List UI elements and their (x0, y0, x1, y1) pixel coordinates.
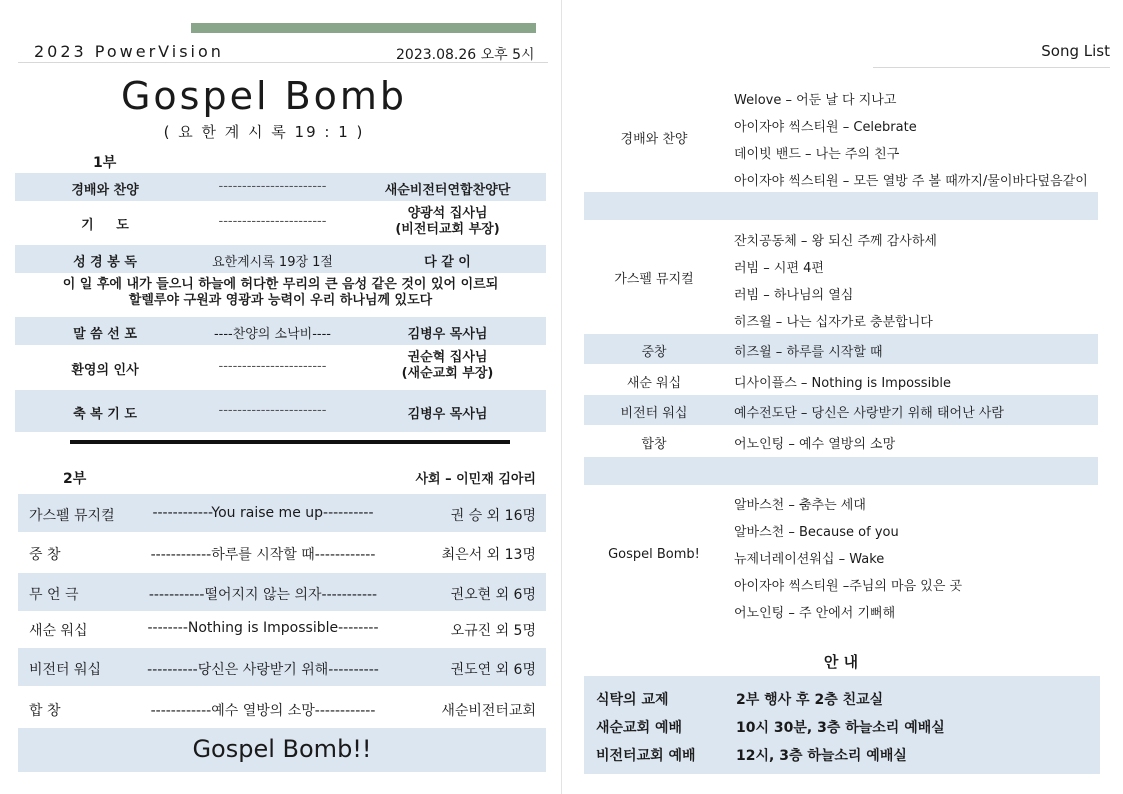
part2-label: 2부 (63, 471, 87, 487)
part2-item-name: 새순 워십 (29, 623, 88, 639)
part2-item-middle: ------------하루를 시작할 때------------ (150, 547, 376, 563)
song-item: 어노인팅 – 주 안에서 기뻐해 (734, 606, 896, 621)
song-item: 아이자야 씩스티원 – Celebrate (734, 120, 917, 135)
part1-item-name: 경배와 찬양 (71, 183, 139, 198)
song-group-name: 새순 워십 (626, 376, 682, 391)
part1-item-performer: 김병우 목사님 (407, 327, 488, 342)
song-item: 아이자야 씩스티원 – 모든 열방 주 볼 때까지/물이바다덮음같이 (734, 174, 1088, 189)
part2-item-performer: 오규진 외 5명 (450, 623, 536, 639)
part2-host: 사회 – 이민재 김아리 (415, 472, 536, 487)
notice-title: 안 내 (823, 653, 859, 671)
notice-label: 새순교회 예배 (596, 720, 683, 736)
notice-label: 식탁의 교제 (596, 692, 669, 708)
closing-title: Gospel Bomb!! (192, 735, 372, 763)
part1-item-name: 기 도 (81, 218, 129, 233)
song-item: 디사이플스 – Nothing is Impossible (734, 376, 952, 391)
part1-item-performer: 김병우 목사님 (407, 407, 488, 422)
part2-item-middle: --------Nothing is Impossible-------- (147, 620, 379, 636)
page-title: Gospel Bomb (120, 74, 408, 118)
part1-item-performer: 다 같 이 (424, 255, 471, 270)
part2-item-performer: 권 승 외 16명 (450, 508, 536, 524)
song-group-name: Gospel Bomb! (608, 547, 700, 562)
song-separator-band (584, 457, 1098, 485)
part1-item-middle: ----------------------- (218, 214, 327, 229)
song-group-name: 경배와 찬양 (620, 132, 688, 147)
song-item: 어노인팅 – 예수 열방의 소망 (734, 437, 896, 452)
notice-value: 12시, 3층 하늘소리 예배실 (736, 748, 907, 764)
part1-item-performer: 권순혁 집사님 (새순교회 부장) (401, 350, 494, 381)
song-group-name: 합창 (641, 437, 667, 452)
song-item: 알바스천 – Because of you (734, 525, 899, 540)
song-item: 러빔 – 하나님의 열심 (734, 288, 854, 303)
part1-item-name: 환영의 인사 (71, 363, 139, 378)
part1-item-middle: ----------------------- (218, 403, 327, 418)
series-title: 2023 PowerVision (34, 42, 224, 61)
part2-item-performer: 최은서 외 13명 (441, 547, 536, 563)
part1-item-name: 성 경 봉 독 (73, 255, 137, 270)
song-item: 히즈윌 – 나는 십자가로 충분합니다 (734, 315, 933, 330)
part1-item-middle: ----찬양의 소낙비---- (213, 327, 331, 342)
notice-label: 비전터교회 예배 (596, 748, 696, 764)
part2-item-middle: ----------당신은 사랑받기 위해---------- (147, 662, 379, 678)
page-divider (561, 0, 562, 794)
song-item: 아이자야 씩스티원 –주님의 마음 있은 곳 (734, 579, 963, 594)
bible-verse: ( 요 한 계 시 록 19 : 1 ) (163, 123, 365, 141)
song-item: Welove – 어둔 날 다 지나고 (734, 93, 897, 108)
notice-value: 10시 30분, 3층 하늘소리 예배실 (736, 720, 945, 736)
song-group-name: 가스펠 뮤지컬 (614, 272, 694, 287)
song-separator-band (584, 192, 1098, 220)
scripture-text: 이 일 후에 내가 들으니 하늘에 허다한 무리의 큰 음성 같은 것이 있어 이르되 할렐루야 구원과 영광과 능력이 우리 하나님께 있도다 (62, 277, 499, 308)
part2-item-name: 합 창 (29, 703, 61, 719)
part1-item-middle: ----------------------- (218, 359, 327, 374)
part1-item-performer: 양광석 집사님 (비전터교회 부장) (395, 206, 500, 237)
header-accent-bar (191, 23, 536, 33)
part2-item-middle: -----------떨어지지 않는 의자----------- (148, 587, 378, 603)
part1-item-middle: 요한계시록 19장 1절 (212, 255, 333, 270)
song-item: 알바스천 – 춤추는 세대 (734, 498, 866, 513)
song-list-title: Song List (1041, 42, 1110, 60)
song-group-name: 비전터 워십 (620, 406, 688, 421)
part1-item-name: 축 복 기 도 (73, 407, 137, 422)
part2-item-middle: ------------You raise me up---------- (152, 505, 374, 521)
part2-item-name: 무 언 극 (29, 587, 79, 603)
song-item: 데이빗 밴드 – 나는 주의 친구 (734, 147, 900, 162)
section-divider (70, 440, 510, 444)
part1-label: 1부 (93, 155, 117, 171)
part2-item-name: 중 창 (29, 547, 61, 563)
part2-item-middle: ------------예수 열방의 소망------------ (150, 703, 376, 719)
part1-item-name: 말 씀 선 포 (73, 327, 137, 342)
song-group-name: 중창 (641, 345, 667, 360)
part1-item-performer: 새순비전터연합찬양단 (384, 183, 511, 198)
notice-value: 2부 행사 후 2층 친교실 (736, 692, 884, 708)
event-datetime: 2023.08.26 오후 5시 (396, 47, 535, 63)
song-item: 히즈윌 – 하루를 시작할 때 (734, 345, 883, 360)
header-divider-right (873, 67, 1110, 68)
part2-item-performer: 권오현 외 6명 (450, 587, 536, 603)
part2-item-name: 비전터 워십 (29, 662, 102, 678)
song-item: 예수전도단 – 당신은 사랑받기 위해 태어난 사람 (734, 406, 1004, 421)
song-item: 뉴제너레이션워십 – Wake (734, 552, 885, 567)
song-item: 잔치공동체 – 왕 되신 주께 감사하세 (734, 234, 937, 249)
part2-item-performer: 새순비전터교회 (441, 703, 536, 719)
part2-item-name: 가스펠 뮤지컬 (29, 508, 115, 524)
part1-item-middle: ----------------------- (218, 179, 327, 194)
song-item: 러빔 – 시편 4편 (734, 261, 824, 276)
part2-item-performer: 권도연 외 6명 (450, 662, 536, 678)
